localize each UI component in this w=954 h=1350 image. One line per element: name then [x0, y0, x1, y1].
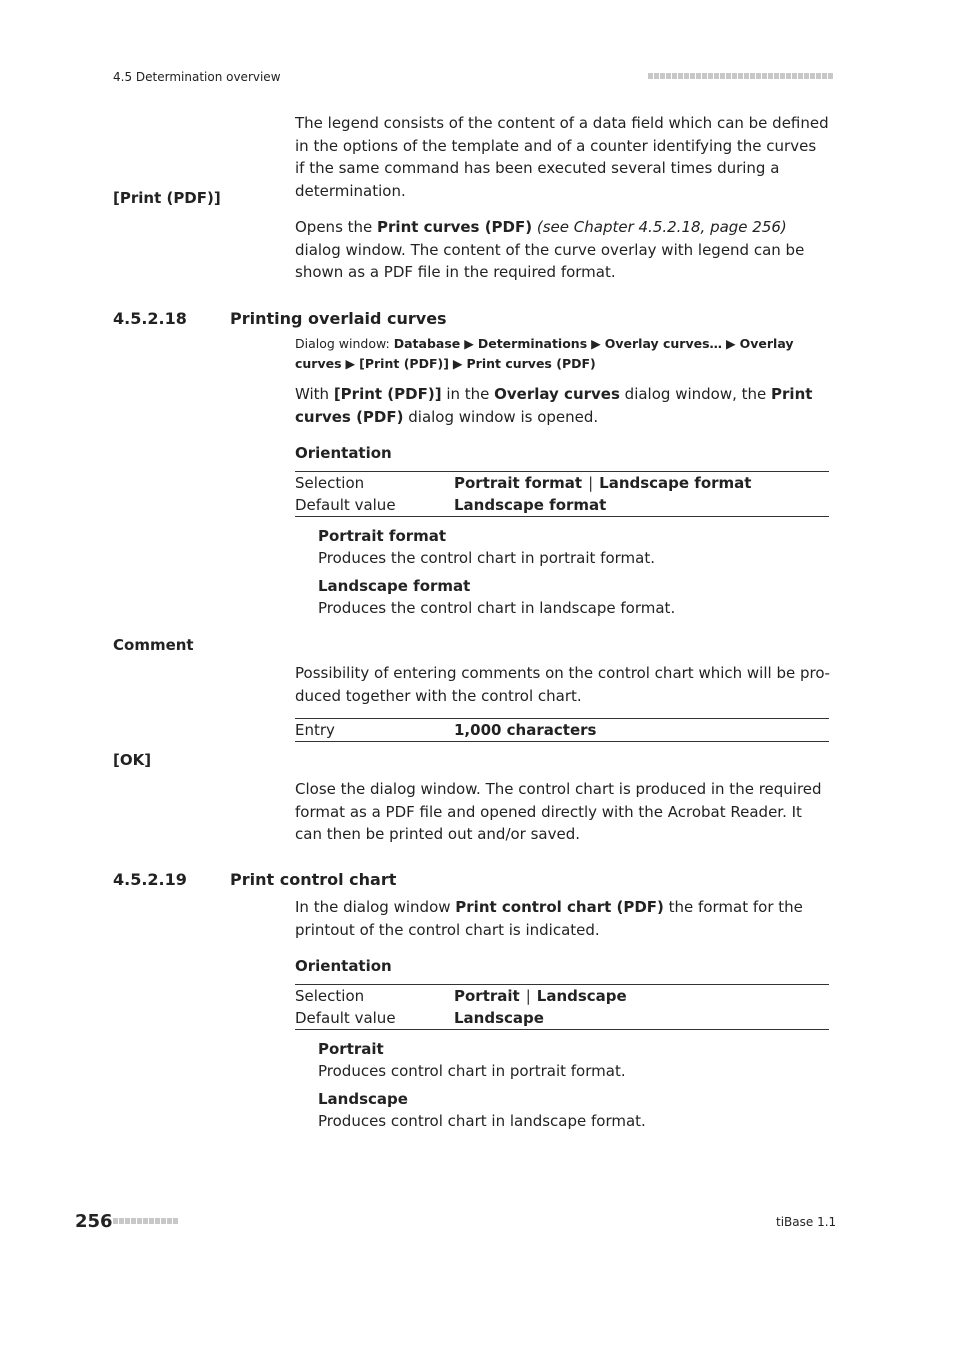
entry-row: Entry 1,000 characters: [295, 721, 597, 739]
print-pdf-description: Opens the Print curves (PDF) (see Chapter 4.5.2.18, page 256) dialog window. The content of the curve overlay with legend can be shown as a PDF file in the required format.: [295, 218, 805, 281]
option-description: Produces the control chart in landscape format.: [318, 599, 676, 617]
comment-table: [295, 718, 829, 742]
option-name: Landscape format: [318, 577, 471, 595]
arrow-icon: ▶: [345, 356, 356, 371]
running-header: 4.5 Determination overview: [113, 70, 281, 84]
dialog-path: Dialog window: Database ▶ Determinations ▶ Overlay curves… ▶ Overlay curves ▶ [Print (PDF)] ▶ Print curves (PDF): [295, 336, 794, 371]
default-row: Default value Landscape: [295, 1009, 544, 1027]
ok-description: Close the dialog window. The control chart is produced in the required format as a PDF file and opened directly with the Acrobat Reader. It can then be printed out and/or saved.: [295, 780, 822, 843]
section-title: Print control chart: [230, 870, 397, 889]
arrow-icon: ▶: [464, 336, 474, 351]
header-dots-decoration: [648, 73, 833, 79]
orientation-table: [295, 984, 829, 1030]
selection-row: Selection Portrait format | Landscape format: [295, 474, 752, 492]
print-pdf-label: [Print (PDF)]: [113, 189, 221, 207]
comment-description: Possibility of entering comments on the control chart which will be produced together with the control chart.: [295, 664, 830, 705]
comment-label: Comment: [113, 636, 194, 654]
ok-label: [OK]: [113, 751, 152, 769]
option-description: Produces control chart in portrait format.: [318, 1062, 626, 1080]
option-description: Produces the control chart in portrait format.: [318, 549, 655, 567]
option-name: Portrait format: [318, 527, 447, 545]
option-description: Produces control chart in landscape format.: [318, 1112, 646, 1130]
footer-dots-decoration: [113, 1218, 178, 1224]
arrow-icon: ▶: [452, 356, 463, 371]
intro-paragraph: The legend consists of the content of a data field which can be defined in the options of the template and of a counter identifying the curves if the same command has been executed several times during a determination.: [295, 114, 829, 200]
chapter-reference: (see Chapter 4.5.2.18, page 256): [532, 218, 787, 236]
option-name: Landscape: [318, 1090, 408, 1108]
default-row: Default value Landscape format: [295, 496, 607, 514]
orientation-heading: Orientation: [295, 957, 392, 975]
section-title: Printing overlaid curves: [230, 309, 447, 328]
orientation-heading: Orientation: [295, 444, 392, 462]
product-name: tiBase 1.1: [776, 1215, 837, 1229]
page-number: 256: [75, 1211, 113, 1232]
sec19-description: In the dialog window Print control chart (PDF) the format for the printout of the control chart is indicated.: [295, 898, 803, 939]
sec18-description: With [Print (PDF)] in the Overlay curves dialog window, the Print curves (PDF) dialog window is opened.: [295, 385, 813, 426]
arrow-icon: ▶: [726, 336, 736, 351]
section-number: 4.5.2.18: [113, 309, 187, 328]
orientation-table: [295, 471, 829, 517]
arrow-icon: ▶: [591, 336, 601, 351]
option-name: Portrait: [318, 1040, 384, 1058]
section-number: 4.5.2.19: [113, 870, 187, 889]
selection-row: Selection Portrait | Landscape: [295, 987, 627, 1005]
